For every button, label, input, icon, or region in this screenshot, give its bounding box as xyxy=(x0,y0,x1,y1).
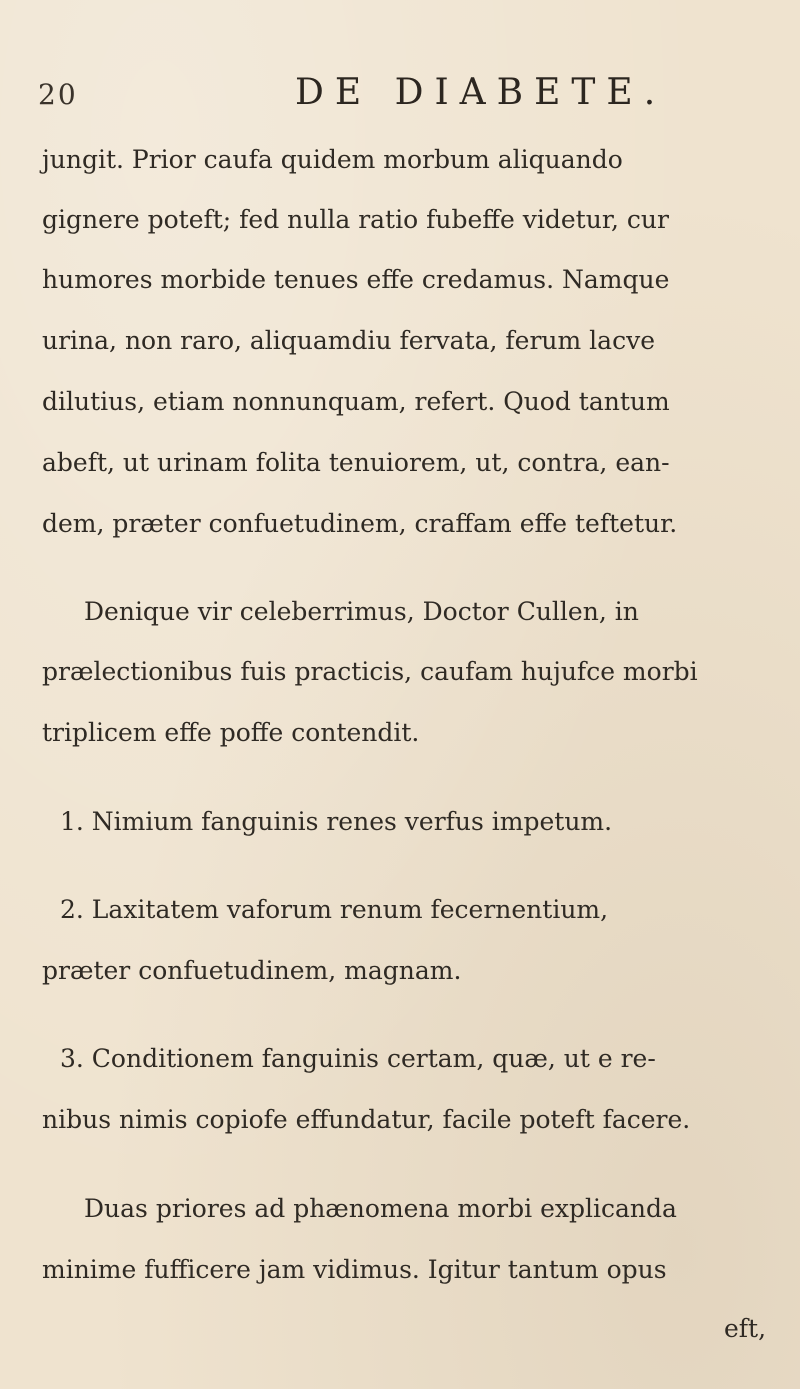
text-line: minime fufficere jam vidimus. Igitur tantum opus xyxy=(42,1255,667,1284)
text-line: nibus nimis copiofe effundatur, facile poteft facere. xyxy=(42,1105,691,1134)
running-head xyxy=(0,72,800,112)
text-line: 1. Nimium fanguinis renes verfus impetum. xyxy=(60,807,613,836)
page-number: 20 xyxy=(38,78,78,111)
text-line: triplicem effe poffe contendit. xyxy=(42,718,420,747)
text-line: jungit. Prior caufa quidem morbum aliquando xyxy=(42,145,623,174)
text-line: Duas priores ad phænomena morbi explicanda xyxy=(84,1194,677,1223)
text-line: præter confuetudinem, magnam. xyxy=(42,956,462,985)
text-line: urina, non raro, aliquamdiu fervata, ferum lacve xyxy=(42,326,656,355)
text-line: Denique vir celeberrimus, Doctor Cullen, in xyxy=(84,597,639,626)
text-line: dem, præter confuetudinem, craffam effe teftetur. xyxy=(42,509,678,538)
text-line: 2. Laxitatem vaforum renum fecernentium, xyxy=(60,895,609,924)
text-line: gignere poteft; fed nulla ratio fubeffe videtur, cur xyxy=(42,205,669,234)
text-line: abeft, ut urinam folita tenuiorem, ut, contra, ean- xyxy=(42,448,670,477)
page-title: DE DIABETE. xyxy=(295,72,667,113)
text-line: prælectionibus fuis practicis, caufam hujufce morbi xyxy=(42,657,698,686)
catchword: eft, xyxy=(724,1314,767,1343)
text-line: dilutius, etiam nonnunquam, refert. Quod tantum xyxy=(42,387,670,416)
text-line: humores morbide tenues effe credamus. Namque xyxy=(42,265,670,294)
text-line: 3. Conditionem fanguinis certam, quæ, ut e re- xyxy=(60,1044,656,1073)
